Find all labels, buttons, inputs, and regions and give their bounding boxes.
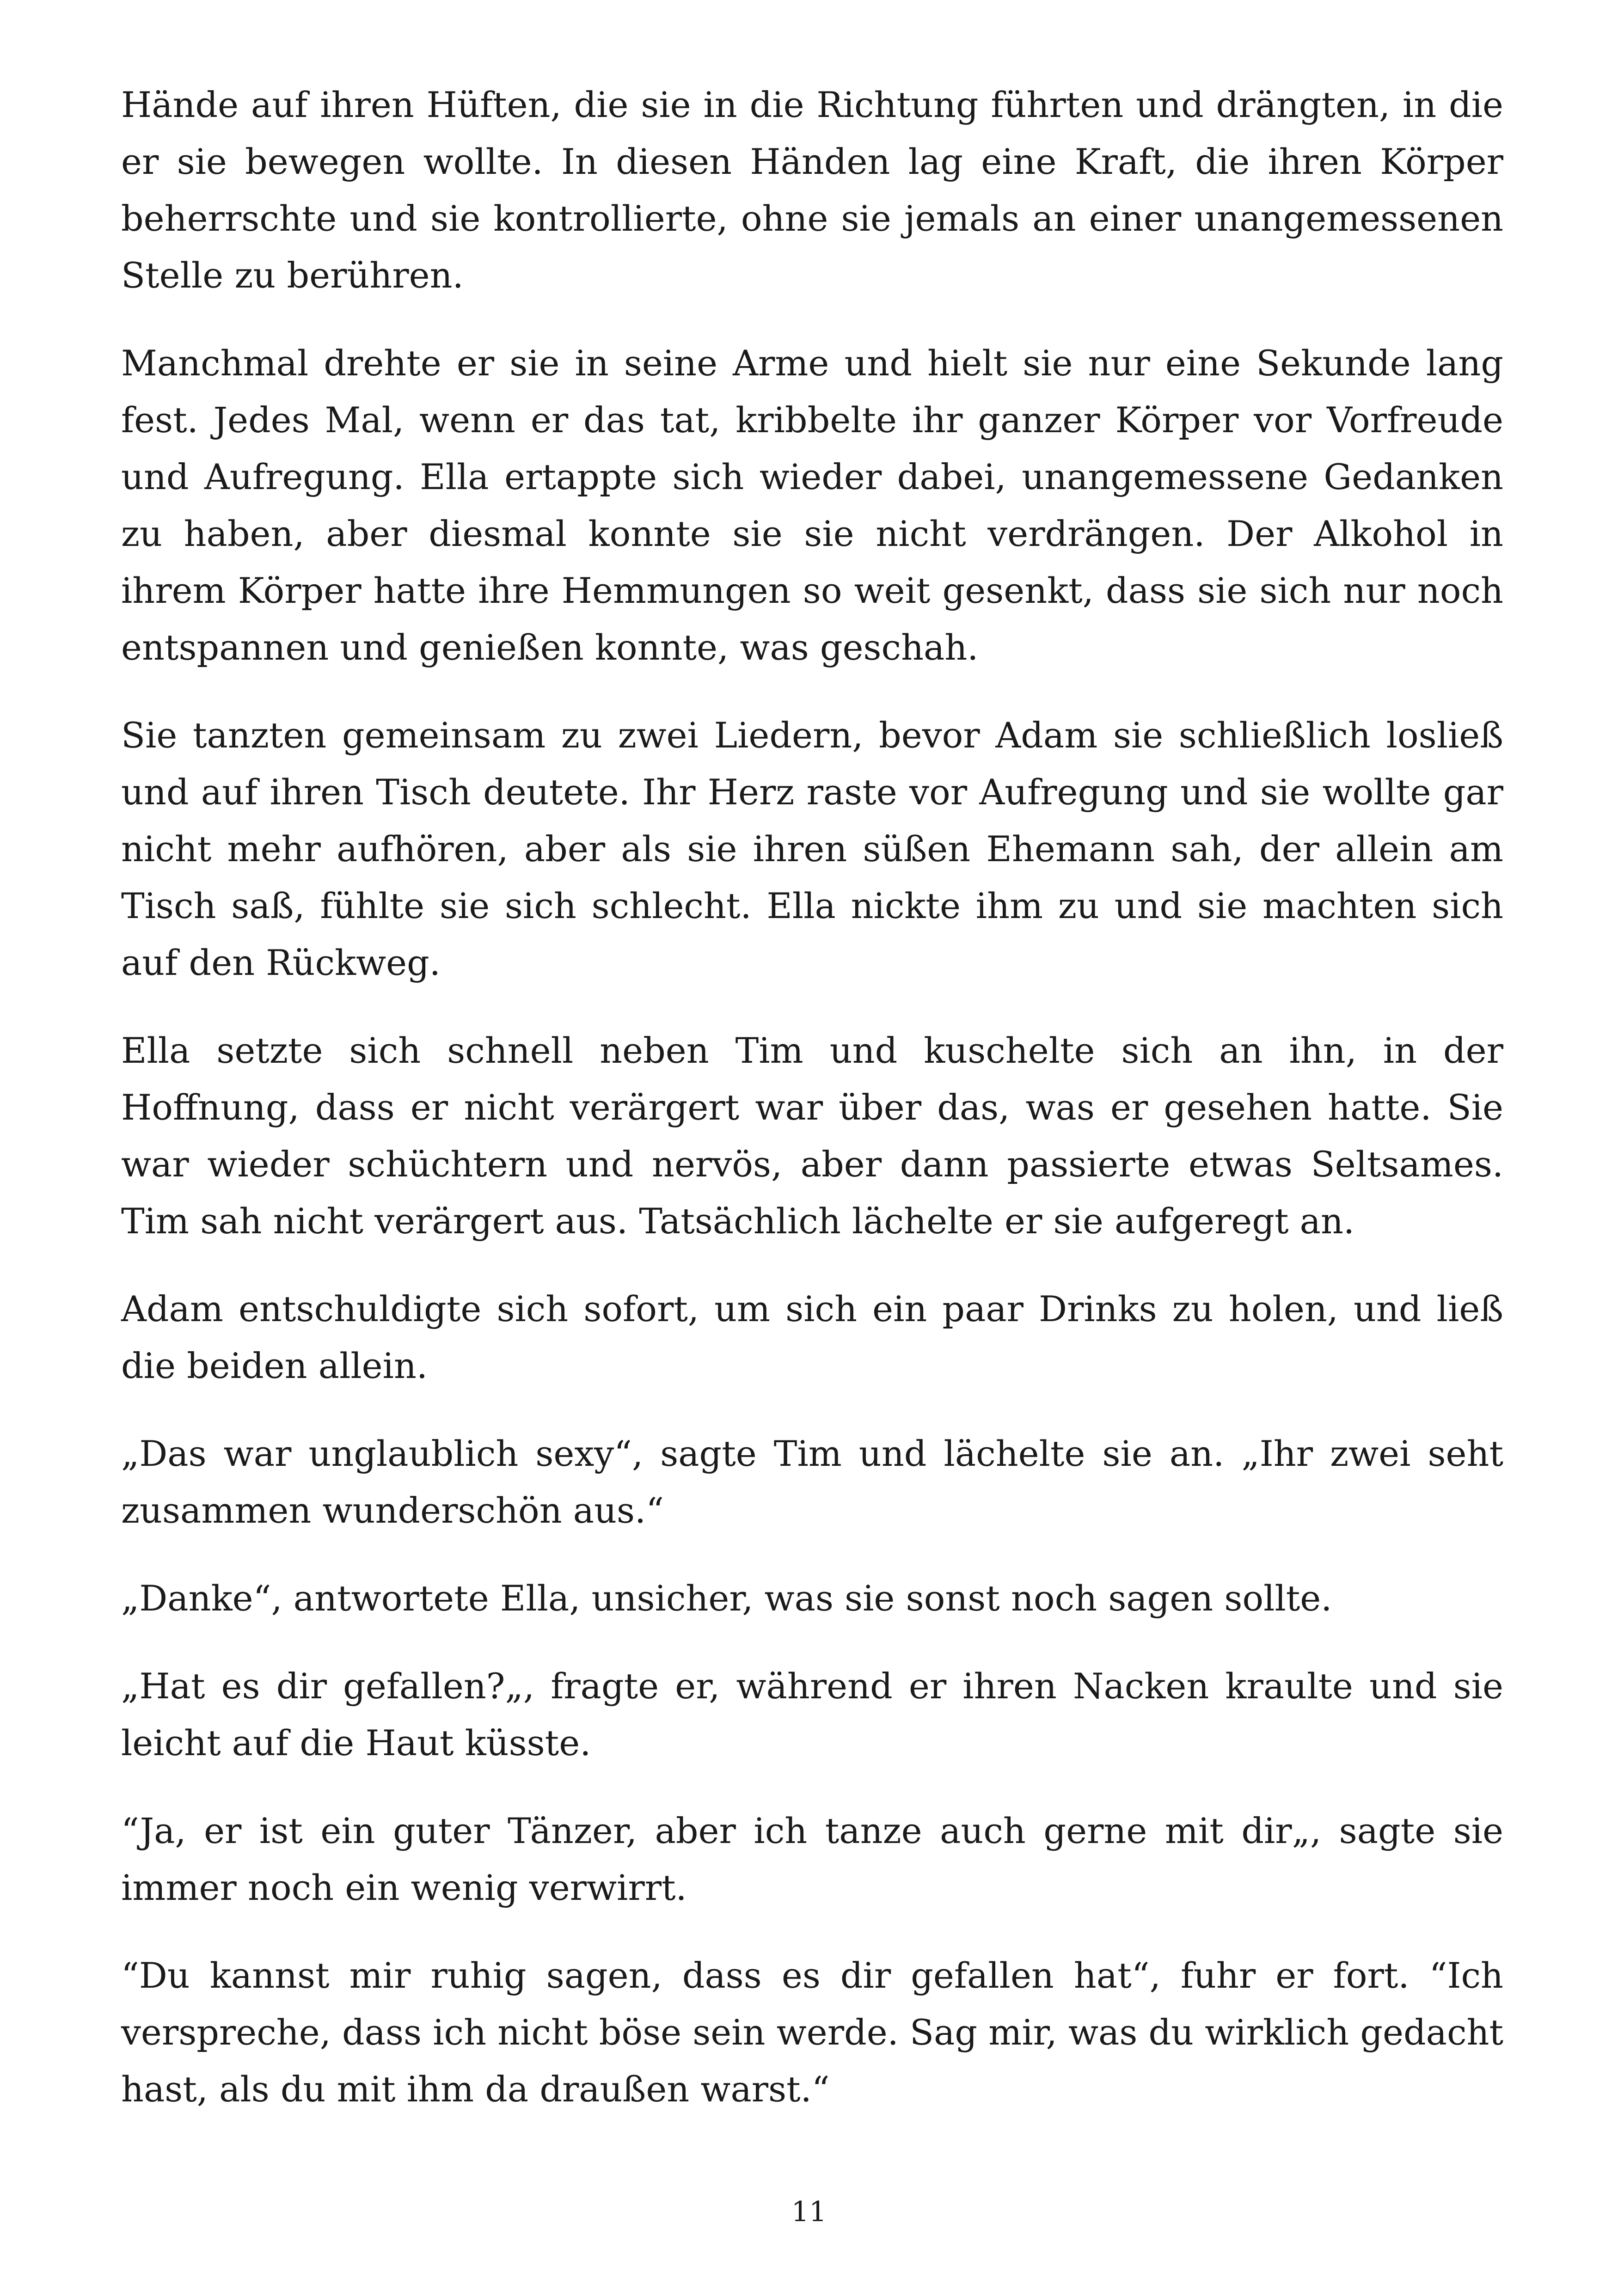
paragraph: Adam entschuldigte sich sofort, um sich ein paar Drinks zu holen, und ließ die beiden allein.: [121, 1288, 1503, 1386]
paragraph: Hände auf ihren Hüften, die sie in die Richtung führten und drängten, in die er sie bewegen wollte. In diesen Händen lag eine Kraft, die ihren Körper beherrschte und sie kontrollierte, ohne sie jemals an einer unangemessenen Stelle zu berühren.: [121, 84, 1503, 296]
paragraph: Manchmal drehte er sie in seine Arme und hielt sie nur eine Sekunde lang fest. Jedes Mal, wenn er das tat, kribbelte ihr ganzer Körper vor Vorfreude und Aufregung. Ella ertappte sich wieder dabei, unangemessene Gedanken zu haben, aber diesmal konnte sie sie nicht verdrängen. Der Alkohol in ihrem Körper hatte ihre Hemmungen so weit gesenkt, dass sie sich nur noch entspannen und genießen konnte, was geschah.: [121, 343, 1503, 668]
page-number: 11: [791, 2196, 827, 2228]
paragraph: „Hat es dir gefallen?„, fragte er, während er ihren Nacken kraulte und sie leicht auf die Haut küsste.: [121, 1665, 1503, 1763]
paragraph: Sie tanzten gemeinsam zu zwei Liedern, bevor Adam sie schließlich losließ und auf ihren Tisch deutete. Ihr Herz raste vor Aufregung und sie wollte gar nicht mehr aufhören, aber als sie ihren süßen Ehemann sah, der allein am Tisch saß, fühlte sie sich schlecht. Ella nickte ihm zu und sie machten sich auf den Rückweg.: [121, 715, 1503, 983]
paragraph: Ella setzte sich schnell neben Tim und kuschelte sich an ihn, in der Hoffnung, dass er nicht verärgert war über das, was er gesehen hatte. Sie war wieder schüchtern und nervös, aber dann passierte etwas Seltsames. Tim sah nicht verärgert aus. Tatsächlich lächelte er sie aufgeregt an.: [121, 1030, 1503, 1242]
paragraph: “Ja, er ist ein guter Tänzer, aber ich tanze auch gerne mit dir„, sagte sie immer noch ein wenig verwirrt.: [121, 1810, 1503, 1908]
body-text: [121, 76, 1503, 2149]
paragraph: “Du kannst mir ruhig sagen, dass es dir gefallen hat“, fuhr er fort. “Ich verspreche, dass ich nicht böse sein werde. Sag mir, was du wirklich gedacht hast, als du mit ihm da draußen warst.“: [121, 1955, 1503, 2110]
paragraph: „Das war unglaublich sexy“, sagte Tim und lächelte sie an. „Ihr zwei seht zusammen wunderschön aus.“: [121, 1433, 1503, 1531]
paragraph: „Danke“, antwortete Ella, unsicher, was sie sonst noch sagen sollte.: [121, 1578, 1332, 1619]
